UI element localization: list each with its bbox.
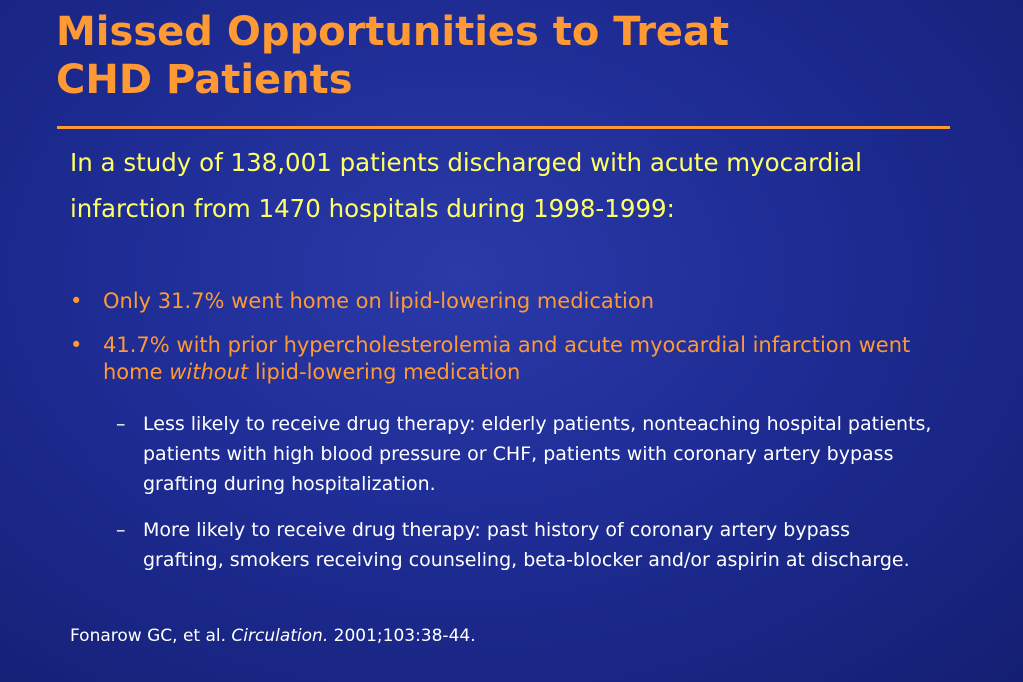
subbullet-item-1 xyxy=(116,409,936,499)
slide-title xyxy=(56,8,956,104)
bullet-text xyxy=(103,333,910,384)
subbullet-marker: – xyxy=(116,413,126,435)
bullet-marker: • xyxy=(70,333,83,357)
subbullet-marker: – xyxy=(116,519,126,541)
citation xyxy=(70,624,476,648)
bullet-item-1 xyxy=(70,288,950,315)
bullet-list xyxy=(70,288,950,403)
subbullet-list xyxy=(116,409,936,591)
bullet-text: Only 31.7% went home on lipid-lowering medication xyxy=(103,289,655,313)
slide-title-line-1: Missed Opportunities to Treat xyxy=(56,9,730,55)
slide-title-line-2: CHD Patients xyxy=(56,57,353,103)
bullet-text-emphasis: without xyxy=(169,360,249,384)
citation-details: 2001;103:38-44. xyxy=(328,626,476,646)
subbullet-text: Less likely to receive drug therapy: elderly patients, nonteaching hospital patients, patients with high blood pressure or CHF, patients with coronary artery bypass grafting during hospitalization. xyxy=(143,413,932,495)
subbullet-text: More likely to receive drug therapy: past history of coronary artery bypass grafting, smokers receiving counseling, beta-blocker and/or aspirin at discharge. xyxy=(143,519,910,571)
bullet-marker: • xyxy=(70,289,83,313)
citation-authors: Fonarow GC, et al. xyxy=(70,626,232,646)
subbullet-item-2 xyxy=(116,515,936,575)
title-divider xyxy=(57,126,950,129)
bullet-text-end: lipid-lowering medication xyxy=(248,360,521,384)
bullet-item-2 xyxy=(70,332,950,386)
bullet-text-start: 41.7% with prior hypercholesterolemia and acute myocardial infarction went home xyxy=(103,333,911,384)
citation-journal: Circulation. xyxy=(231,626,329,646)
intro-text: In a study of 138,001 patients discharged with acute myocardial infarction from 1470 hospitals during 1998-1999: xyxy=(70,148,862,223)
